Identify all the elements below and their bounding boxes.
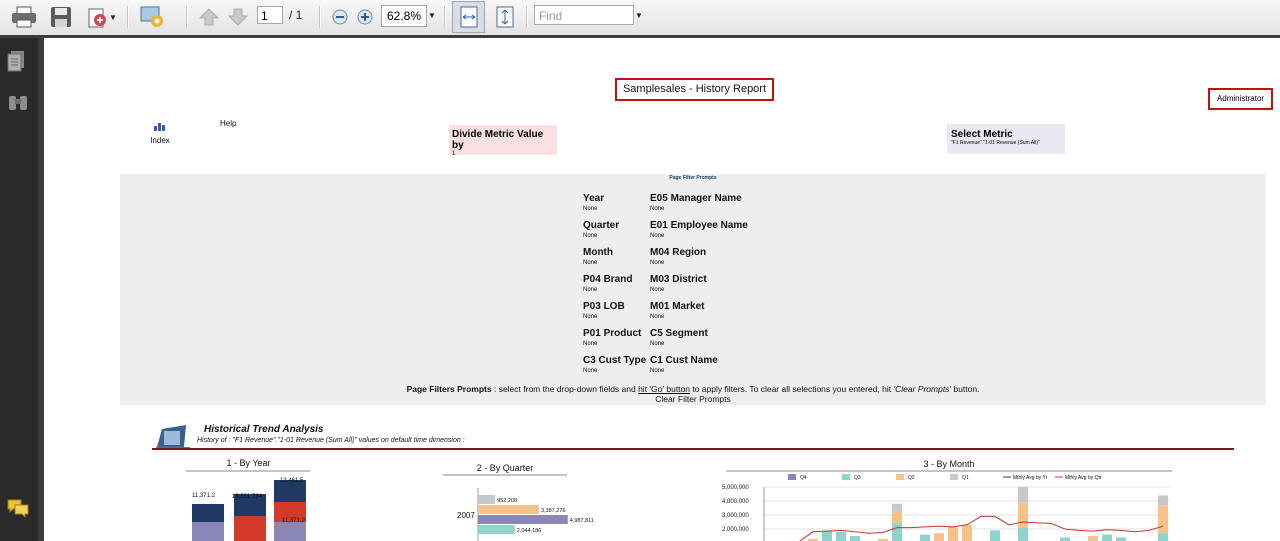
zoom-in-icon [357, 9, 373, 25]
collaborate-icon [139, 5, 165, 29]
select-metric-title: Select Metric [951, 129, 1013, 140]
comment-icon [6, 498, 30, 518]
pages-icon [7, 50, 27, 72]
filter-label-p03-lob: P03 LOB [583, 301, 625, 312]
bar-quarter-2 [478, 505, 539, 514]
fit-page-icon [496, 6, 514, 28]
print-button[interactable] [8, 3, 40, 31]
fit-page-button[interactable] [492, 3, 518, 31]
filter-label-c5-segment: C5 Segment [650, 328, 708, 339]
filter-label-e01-employee-name: E01 Employee Name [650, 220, 748, 231]
chart-by-quarter [443, 474, 594, 541]
legend-label-1: Q4 [800, 475, 807, 481]
bar-quarter-3 [478, 515, 568, 524]
chart-3-title: 3 - By Month [923, 459, 975, 469]
instructions-bold: Page Filters Prompts [406, 384, 492, 394]
month-bar-25-q3 [1102, 535, 1112, 541]
legend-swatch-2 [842, 474, 850, 480]
filter-value-e05-manager-name[interactable]: None [650, 206, 665, 212]
find-dropdown-icon[interactable]: ▼ [635, 11, 643, 20]
month-bar-29-q3 [1158, 533, 1168, 541]
section-rule [152, 448, 1234, 450]
filter-label-m01-market: M01 Market [650, 301, 705, 312]
legend-swatch-3 [896, 474, 904, 480]
data-label-year-4: 11,371.2 [282, 518, 305, 524]
data-label-quarter-1: 952,208 [497, 498, 518, 504]
find-panel-button[interactable] [7, 94, 29, 117]
month-bar-13-q2 [934, 533, 944, 541]
toolbar-divider [0, 35, 1280, 38]
filter-value-e01-employee-name[interactable]: None [650, 233, 665, 239]
legend-label-yr: Mthly Avg by Yr [1013, 475, 1048, 481]
data-label-year-2: 13,531,784 [232, 494, 263, 500]
filter-label-month: Month [583, 247, 613, 258]
filter-label-e05-manager-name: E05 Manager Name [650, 193, 742, 204]
month-bar-17-q3 [990, 530, 1000, 541]
fit-width-button[interactable] [452, 1, 485, 33]
filter-label-c1-cust-name: C1 Cust Name [650, 355, 718, 366]
select-metric-prompt[interactable] [947, 124, 1065, 154]
y-tick-4: 2,000,000 [722, 527, 749, 533]
filters-heading: Page Filter Prompts [669, 175, 717, 181]
navigation-rail [0, 38, 38, 541]
filter-label-m03-district: M03 District [650, 274, 707, 285]
instructions-emphasis: 'Clear Prompts' [893, 384, 952, 394]
save-button[interactable] [46, 3, 76, 31]
divide-metric-title: Divide Metric Value by [452, 129, 544, 151]
divide-metric-prompt[interactable] [449, 125, 557, 155]
month-bar-15-q2 [962, 525, 972, 541]
filter-value-c1-cust-name[interactable]: None [650, 368, 665, 374]
data-label-quarter-2: 3,387,276 [540, 508, 566, 514]
filter-value-p03-lob[interactable]: None [583, 314, 598, 320]
month-bar-22-q3 [1060, 537, 1070, 541]
month-bar-26-q3 [1116, 537, 1126, 541]
zoom-dropdown-icon[interactable]: ▼ [428, 11, 436, 20]
month-bar-19-q1 [1018, 487, 1028, 502]
bar-quarter-1 [478, 495, 495, 504]
clear-filter-prompts-link[interactable]: Clear Filter Prompts [655, 394, 731, 404]
month-bar-10-q2 [892, 511, 902, 524]
month-bar-14-q2 [948, 526, 958, 541]
filter-label-m04-region: M04 Region [650, 247, 707, 258]
instructions-part-2: to apply filters. To clear all selections you entered, hit [690, 384, 894, 394]
bar-year-1-base [192, 522, 224, 541]
instructions-part-3: button. [951, 384, 980, 394]
filter-value-p01-product[interactable]: None [583, 341, 598, 347]
legend-label-qtr: Mthly Avg by Qtr [1065, 475, 1102, 481]
index-icon [154, 122, 166, 131]
export-button[interactable] [84, 3, 120, 31]
filter-value-m01-market[interactable]: None [650, 314, 665, 320]
filter-value-month[interactable]: None [583, 260, 598, 266]
prev-page-icon [199, 8, 219, 26]
zoom-out-icon [332, 9, 348, 25]
next-page-button[interactable] [225, 3, 251, 31]
fit-width-icon [459, 6, 479, 28]
filter-value-year[interactable]: None [583, 206, 598, 212]
month-bar-6-q3 [836, 532, 846, 541]
filter-label-year: Year [583, 193, 605, 204]
zoom-level-field[interactable]: 62.8% [381, 5, 427, 27]
filter-value-m03-district[interactable]: None [650, 287, 665, 293]
help-link[interactable]: Help [220, 119, 237, 128]
filter-value-m04-region[interactable]: None [650, 260, 665, 266]
prev-page-button[interactable] [196, 3, 222, 31]
user-name: Administrator [1208, 88, 1273, 110]
month-bar-7-q3 [850, 536, 860, 541]
comments-panel-button[interactable] [6, 498, 30, 523]
zoom-out-button[interactable] [330, 3, 350, 31]
instructions-link: hit 'Go' button [638, 384, 690, 394]
legend-swatch-1 [788, 474, 796, 480]
rail-edge [38, 38, 44, 541]
select-metric-value: "F1 Revenue"."1-01 Revenue (Sum All)" [951, 140, 1040, 146]
filter-label-p01-product: P01 Product [583, 328, 642, 339]
y-tick-2: 4,000,000 [722, 499, 749, 505]
export-dropdown-icon: ▼ [109, 12, 117, 22]
trend-analysis-icon [156, 425, 190, 449]
data-label-year-1: 11,371.2 [192, 493, 215, 499]
legend-swatch-4 [950, 474, 958, 480]
page-filter-prompts [120, 174, 1266, 405]
filter-label-quarter: Quarter [583, 220, 620, 231]
legend-label-4: Q1 [962, 475, 969, 481]
instructions-part-1: : select from the drop-down fields and [491, 384, 639, 394]
y-tick-1: 5,000,000 [722, 485, 749, 491]
filter-label-c3-cust-type: C3 Cust Type [583, 355, 647, 366]
page-number-input[interactable]: 1 [257, 6, 283, 24]
bar-year-2-base [234, 536, 266, 541]
filter-value-quarter[interactable]: None [583, 233, 598, 239]
save-icon [50, 6, 72, 28]
filter-value-p04-brand[interactable]: None [583, 287, 598, 293]
chart-1-title: 1 - By Year [226, 458, 271, 468]
chart-by-year [186, 470, 312, 541]
next-page-icon [228, 8, 248, 26]
filter-value-c3-cust-type[interactable]: None [583, 368, 598, 374]
filter-label-p04-brand: P04 Brand [583, 274, 633, 285]
month-bar-10-q1 [892, 504, 902, 511]
bar-year-3-base [274, 522, 306, 541]
data-label-quarter-4: 2,044,186 [516, 528, 542, 534]
month-bar-29-q2 [1158, 505, 1168, 533]
legend-label-2: Q3 [854, 475, 861, 481]
month-bar-5-q3 [822, 530, 832, 541]
binoculars-icon [7, 94, 29, 112]
bar-quarter-4 [478, 525, 515, 534]
month-bar-12-q3 [920, 535, 930, 541]
index-link[interactable] [150, 118, 170, 145]
page-total: / 1 [289, 8, 303, 22]
chart-by-month [720, 470, 1174, 541]
filters-instructions [120, 384, 1266, 394]
collaborate-button[interactable] [136, 3, 168, 31]
pages-panel-button[interactable] [7, 50, 27, 77]
month-bar-19-q2 [1018, 502, 1028, 527]
find-input[interactable]: Find [534, 5, 634, 25]
chart-2-title: 2 - By Quarter [476, 463, 534, 473]
viewer-toolbar [0, 0, 1280, 36]
y-tick-3: 3,000,000 [722, 513, 749, 519]
print-icon [11, 6, 37, 28]
tick-2007: 2007 [457, 511, 475, 520]
month-bar-29-q1 [1158, 495, 1168, 505]
month-bar-19-q3 [1018, 528, 1028, 541]
report-title: Samplesales - History Report [615, 78, 774, 101]
legend-label-3: Q2 [908, 475, 915, 481]
data-label-year-3: 13,461.5 [280, 478, 304, 484]
index-label: Index [150, 136, 170, 145]
export-icon [87, 6, 109, 28]
section-subtitle: History of : "F1 Revenue"."1-01 Revenue (Sum All)" values on default time dimension : [197, 437, 465, 444]
divide-metric-value: 1 [452, 151, 456, 157]
month-bar-10-q3 [892, 523, 902, 541]
section-title: Historical Trend Analysis [204, 424, 324, 435]
zoom-in-button[interactable] [355, 3, 375, 31]
data-label-quarter-3: 4,987,811 [569, 518, 594, 524]
filter-value-c5-segment[interactable]: None [650, 341, 665, 347]
month-bar-24-q2 [1088, 536, 1098, 541]
